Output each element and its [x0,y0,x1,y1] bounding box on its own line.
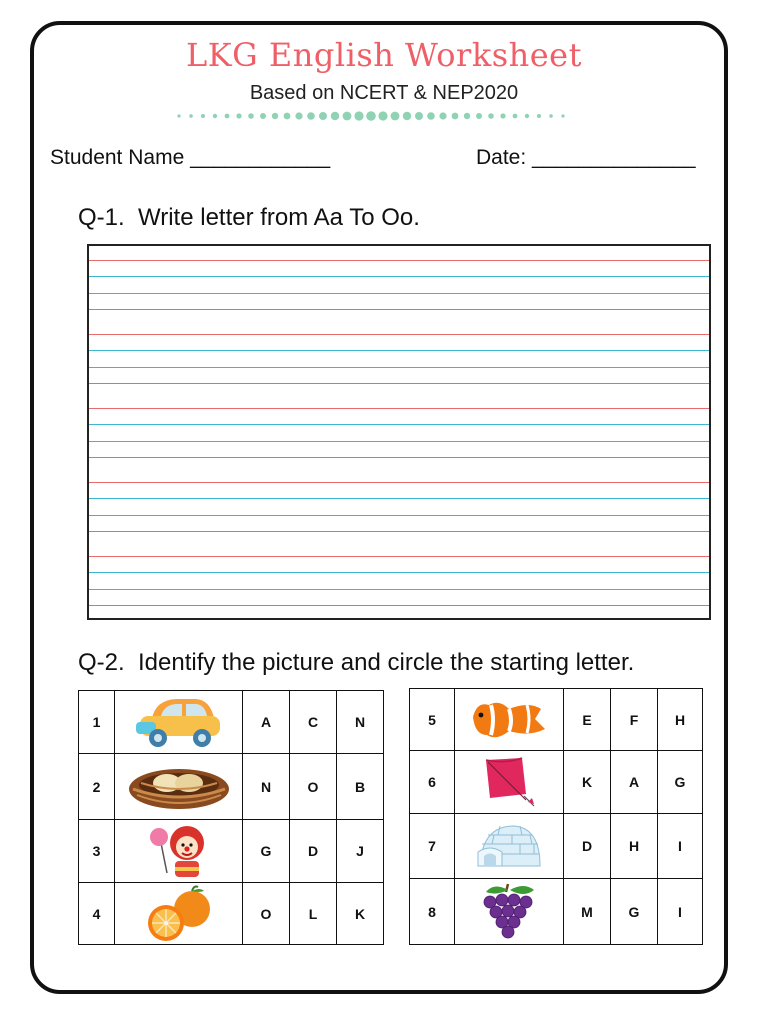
option-letter[interactable]: G [611,879,658,945]
item-number: 7 [410,814,455,879]
guide-line [89,531,709,532]
guide-line [89,589,709,590]
table-row [410,751,703,814]
guide-line [89,515,709,516]
picture-cell [115,691,243,754]
option-letter[interactable]: N [337,691,384,754]
guide-line [89,482,709,483]
right-options-table [409,688,703,945]
option-letter[interactable]: D [290,820,337,883]
guide-line [89,260,709,261]
item-number: 5 [410,689,455,751]
clown-icon [147,823,211,879]
option-letter[interactable]: O [243,883,290,945]
guide-line [89,424,709,425]
guide-line [89,605,709,606]
guide-line [89,498,709,499]
option-letter[interactable]: A [611,751,658,814]
guide-line [89,408,709,409]
item-number: 3 [79,820,115,883]
option-letter[interactable]: C [290,691,337,754]
decorative-dots-divider [176,110,566,122]
option-letter[interactable]: G [658,751,703,814]
date-field[interactable]: Date: ______________ [476,146,696,169]
student-name-field[interactable]: Student Name ____________ [50,146,331,169]
picture-cell [455,814,564,879]
picture-cell [455,751,564,814]
option-letter[interactable]: M [564,879,611,945]
guide-line [89,309,709,310]
nest-icon [127,761,231,813]
kite-icon [482,754,536,810]
option-letter[interactable]: G [243,820,290,883]
option-letter[interactable]: O [290,754,337,820]
item-number: 1 [79,691,115,754]
picture-cell [115,820,243,883]
igloo-icon [476,820,542,872]
writing-lines-box[interactable] [87,244,711,620]
guide-line [89,441,709,442]
question-2-text: Q-2. Identify the picture and circle the starting letter. [78,649,635,676]
fish-icon [469,695,549,745]
guide-line [89,556,709,557]
guide-line [89,367,709,368]
option-letter[interactable]: F [611,689,658,751]
item-number: 6 [410,751,455,814]
option-letter[interactable]: K [564,751,611,814]
guide-line [89,293,709,294]
guide-line [89,276,709,277]
option-letter[interactable]: A [243,691,290,754]
guide-line [89,350,709,351]
table-row [79,754,384,820]
option-letter[interactable]: B [337,754,384,820]
table-row [79,883,384,945]
picture-cell [115,883,243,945]
table-row [79,691,384,754]
question-1-text: Q-1. Write letter from Aa To Oo. [78,204,420,231]
item-number: 4 [79,883,115,945]
picture-cell [115,754,243,820]
option-letter[interactable]: K [337,883,384,945]
option-letter[interactable]: N [243,754,290,820]
picture-cell [455,879,564,945]
worksheet-subtitle: Based on NCERT & NEP2020 [249,82,519,104]
table-row [79,820,384,883]
option-letter[interactable]: I [658,814,703,879]
option-letter[interactable]: J [337,820,384,883]
picture-cell [455,689,564,751]
worksheet-title: LKG English Worksheet [186,36,582,74]
left-options-table [78,690,384,945]
item-number: 2 [79,754,115,820]
option-letter[interactable]: H [611,814,658,879]
guide-line [89,334,709,335]
table-row [410,689,703,751]
car-icon [134,694,224,750]
option-letter[interactable]: L [290,883,337,945]
table-row [410,814,703,879]
option-letter[interactable]: I [658,879,703,945]
guide-line [89,457,709,458]
option-letter[interactable]: H [658,689,703,751]
orange-icon [144,885,214,943]
item-number: 8 [410,879,455,945]
guide-line [89,572,709,573]
option-letter[interactable]: E [564,689,611,751]
option-letter[interactable]: D [564,814,611,879]
guide-line [89,383,709,384]
table-row [410,879,703,945]
grapes-icon [478,882,540,942]
